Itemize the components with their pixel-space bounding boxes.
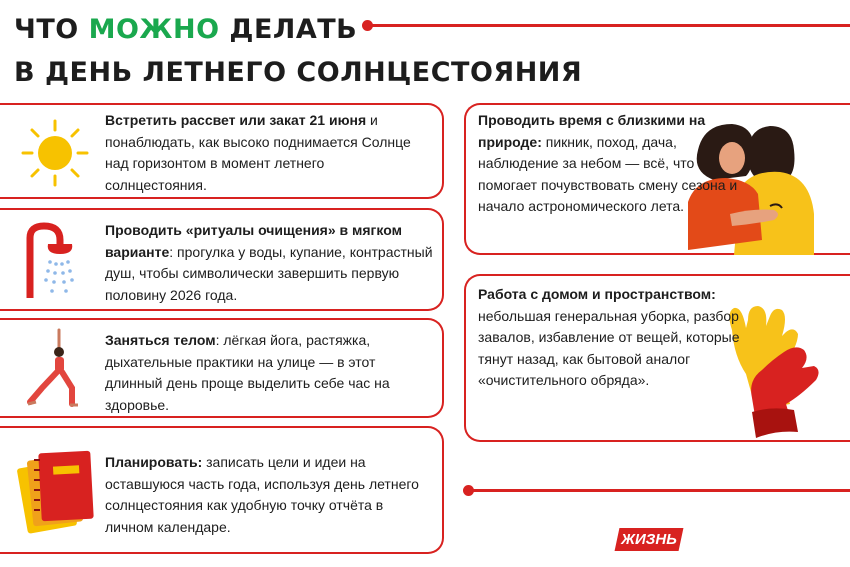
header-decor-line — [368, 24, 850, 27]
card-body-text: Заняться телом: лёгкая йога, растяжка, дыхательные практики на улице — в этот длинный день проще выделить себе час на здоровье. — [105, 332, 390, 413]
yoga-woman-icon — [24, 328, 88, 408]
title-accent-word: МОЖНО — [88, 14, 220, 45]
card-home-text: Работа с домом и пространством: небольшая генеральная уборка, разбор завалов, избавление от вещей, которые тянут назад, как бытовой аналог «очистительного обряда». — [478, 286, 740, 388]
page-title-line-1: ЧТО МОЖНО ДЕЛАТЬ — [14, 14, 358, 45]
sun-icon — [20, 118, 90, 188]
card-plan-text: Планировать: записать цели и идеи на оставшуюся часть года, используя день летнего солнцестояния как удобную точку отчёта в личном календаре. — [105, 454, 419, 535]
card-rituals-text: Проводить «ритуалы очищения» в мягком варианте: прогулка у воды, купание, контрастный душ, чтобы символически завершить первую половину 2026 года. — [105, 222, 433, 303]
card-family-text: Проводить время с близкими на природе: пикник, поход, дача, наблюдение за небом — всё, что помогает почувствовать смену сезона и начало астрономического лета. — [478, 112, 738, 214]
notebooks-icon — [16, 446, 98, 536]
page-title-line-2: В ДЕНЬ ЛЕТНЕГО СОЛНЦЕСТОЯНИЯ — [14, 57, 583, 88]
brand-logo: ЖИЗНЬ — [615, 528, 684, 551]
footer-decor-line — [470, 489, 850, 492]
card-sunrise-text: Встретить рассвет или закат 21 июня и понаблюдать, как высоко поднимается Солнце над горизонтом в момент летнего солнцестояния. — [105, 112, 411, 193]
shower-icon — [18, 218, 88, 300]
